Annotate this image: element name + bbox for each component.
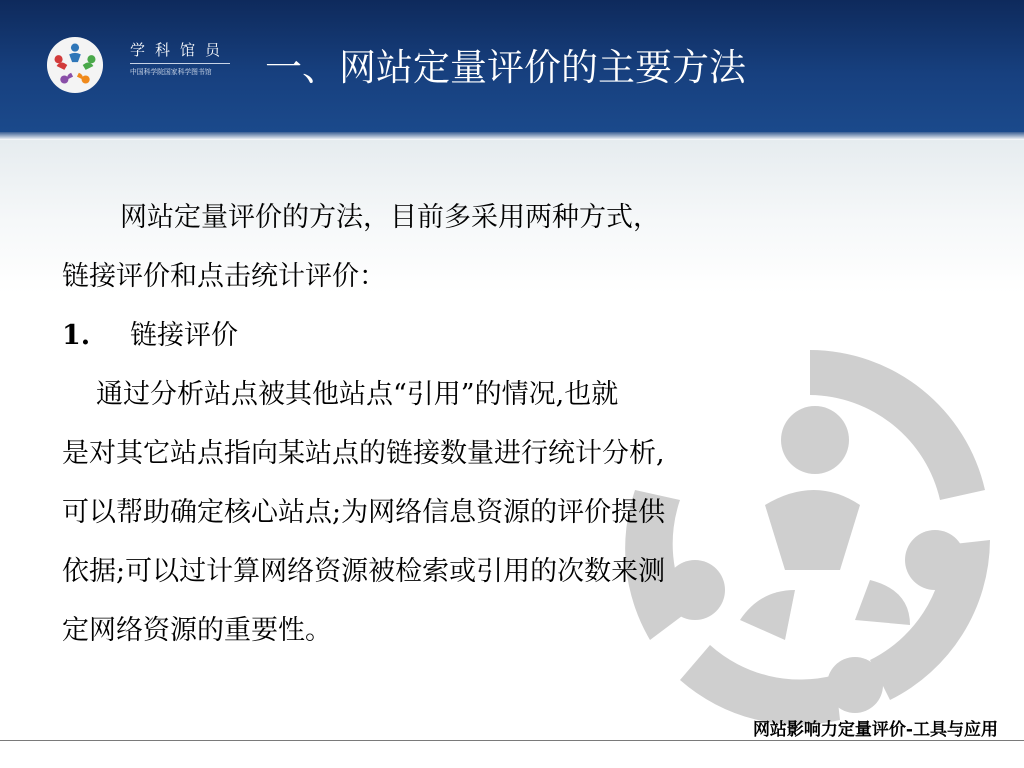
brand-name: 学科馆员 xyxy=(130,41,231,59)
paragraph-line: 可以帮助确定核心站点;为网络信息资源的评价提供 xyxy=(62,497,666,528)
header-divider xyxy=(0,132,1024,140)
paragraph-line: 通过分析站点被其他站点“引用”的情况,也就 xyxy=(96,379,619,410)
item-heading xyxy=(62,306,852,365)
brand-block xyxy=(130,40,245,77)
item-title: 链接评价 xyxy=(130,320,238,351)
slide-body xyxy=(62,188,852,660)
paragraph-line: 是对其它站点指向某站点的链接数量进行统计分析, xyxy=(62,438,665,469)
paragraph-line: 依据;可以过计算网络资源被检索或引用的次数来测 xyxy=(62,556,666,587)
brand-subtitle: 中国科学院国家科学图书馆 xyxy=(130,68,212,76)
people-circle-logo-icon xyxy=(46,36,104,94)
intro-line: 网站定量评价的方法，目前多采用两种方式， xyxy=(120,202,660,233)
brand-rule xyxy=(130,63,230,64)
item-number: 1. xyxy=(62,320,91,351)
footer-caption: 网站影响力定量评价-工具与应用 xyxy=(752,720,998,740)
slide-title: 一、网站定量评价的主要方法 xyxy=(265,46,746,89)
footer-rule xyxy=(0,740,1024,741)
paragraph-line: 定网络资源的重要性。 xyxy=(62,615,332,646)
intro-line: 链接评价和点击统计评价： xyxy=(62,261,386,292)
